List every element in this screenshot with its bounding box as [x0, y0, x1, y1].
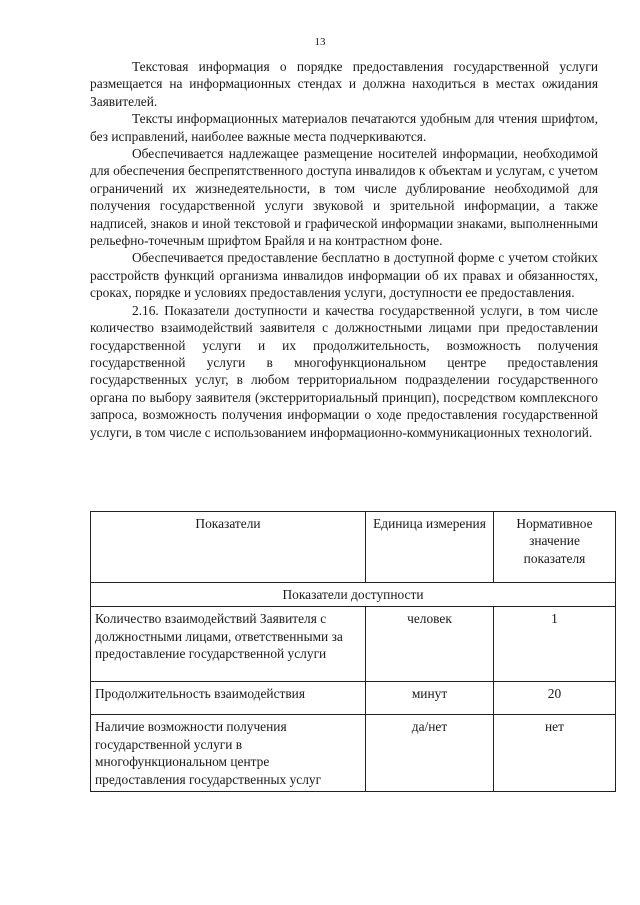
- document-body: [90, 58, 598, 441]
- table-row: [91, 607, 616, 682]
- table-row: [91, 682, 616, 715]
- table-header-row: [91, 512, 616, 583]
- row-value: нет: [494, 715, 616, 792]
- row-indicator: Количество взаимодействий Заявителя с должностными лицами, ответственными за предоставление государственной услуги: [91, 607, 366, 682]
- paragraph-accessibility-media: Обеспечивается надлежащее размещение носителей информации, необходимой для обеспечения беспрепятственного доступа инвалидов к объектам и услугам, с учетом ограничений их жизнедеятельности, в том числе дублирование необходимой для получения государственной услуги звуковой и зрительной информации, а также надписей, знаков и иной текстовой и графической информации знаками, выполненными рельефно-точечным шрифтом Брайля и на контрастном фоне.: [90, 146, 598, 249]
- row-indicator: Наличие возможности получения государственной услуги в многофункциональном центре предоставления государственных услуг: [91, 715, 366, 792]
- row-value: 20: [494, 682, 616, 715]
- paragraph-2-16-indicators: 2.16. Показатели доступности и качества государственной услуги, в том числе количество взаимодействий заявителя с должностными лицами при предоставлении государственной услуги и их продолжительность, возможность получения государственной услуги в многофункциональном центре предоставления государственных услуг, в любом территориальном подразделении государственного органа по выбору заявителя (экстерриториальный принцип), посредством комплексного запроса, возможность получения информации о ходе предоставления государственной услуги, в том числе с использованием информационно-коммуникационных технологий.: [90, 302, 598, 440]
- paragraph-free-information: Обеспечивается предоставление бесплатно в доступной форме с учетом стойких расстройств функций организма инвалидов информации об их правах и обязанностях, сроках, порядке и условиях предоставления услуги, доступности ее предоставления.: [90, 250, 598, 301]
- row-value: 1: [494, 607, 616, 682]
- row-unit: да/нет: [366, 715, 494, 792]
- page-number: 13: [314, 36, 326, 48]
- table-row: [91, 715, 616, 792]
- row-unit: минут: [366, 682, 494, 715]
- indicators-table-wrapper: [90, 511, 615, 792]
- group-title: Показатели доступности: [91, 583, 616, 607]
- header-unit: Единица измерения: [366, 512, 494, 583]
- row-indicator: Продолжительность взаимодействия: [91, 682, 366, 715]
- header-indicator: Показатели: [91, 512, 366, 583]
- paragraph-info-stands: Текстовая информация о порядке предоставления государственной услуги размещается на информационных стендах и должна находиться в местах ожидания Заявителей.: [90, 59, 598, 109]
- indicators-table: [90, 511, 616, 792]
- row-unit: человек: [366, 607, 494, 682]
- paragraph-print-materials: Тексты информационных материалов печатаются удобным для чтения шрифтом, без исправлений, наиболее важные места подчеркиваются.: [90, 111, 598, 144]
- header-norm: Нормативное значение показателя: [494, 512, 616, 583]
- table-group-row: [91, 583, 616, 607]
